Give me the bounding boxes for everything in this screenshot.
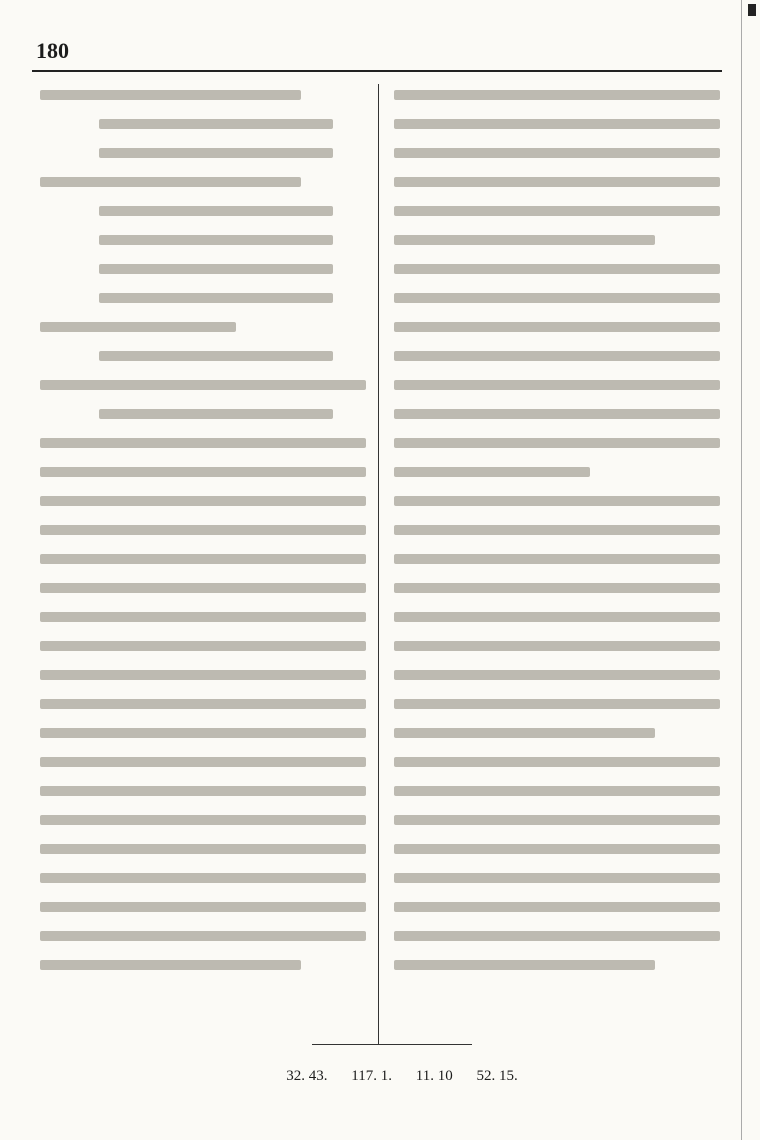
text-line [394,438,720,448]
text-line [99,351,334,361]
text-line [394,728,655,738]
text-line [40,177,301,187]
text-line [394,757,720,767]
text-line [40,786,366,796]
text-line [394,235,655,245]
text-line [394,90,720,100]
text-line [394,786,720,796]
text-line [394,873,720,883]
text-line [40,728,366,738]
text-line [394,293,720,303]
footnotes [102,1062,702,1090]
footnote-rule [312,1044,472,1045]
text-line [394,264,720,274]
text-line [40,496,366,506]
text-line [40,583,366,593]
text-line [394,496,720,506]
text-line [394,177,720,187]
footnote-ref: 32. 43. [286,1068,328,1084]
text-line [394,815,720,825]
text-line [40,554,366,564]
text-line [394,148,720,158]
text-line [40,670,366,680]
text-line [40,438,366,448]
text-line [40,641,366,651]
text-line [40,322,236,332]
text-line [394,525,720,535]
text-line [394,844,720,854]
text-line [40,873,366,883]
text-line [99,206,334,216]
text-line [40,467,366,477]
text-line [394,409,720,419]
footnote-ref: 52. 15. [476,1068,518,1084]
text-line [394,902,720,912]
text-line [394,699,720,709]
text-line [40,380,366,390]
text-line [40,757,366,767]
text-line [40,699,366,709]
right-column [394,90,720,1030]
text-line [40,960,301,970]
text-line [394,206,720,216]
edge-tick [748,4,756,16]
text-line [394,931,720,941]
text-line [40,815,366,825]
text-line [394,380,720,390]
page-edge [741,0,760,1140]
text-line [40,844,366,854]
text-line [394,119,720,129]
text-line [394,583,720,593]
left-column [40,90,366,1030]
page [22,14,728,1124]
text-line [99,293,334,303]
text-line [394,670,720,680]
text-line [40,612,366,622]
text-line [99,264,334,274]
text-line [40,902,366,912]
text-line [394,641,720,651]
text-line [99,235,334,245]
text-line [99,148,334,158]
text-line [394,322,720,332]
text-line [99,409,334,419]
text-line [394,351,720,361]
page-number: 180 [36,38,69,63]
page-header [32,34,722,72]
text-line [394,467,590,477]
text-line [394,612,720,622]
text-line [394,554,720,564]
text-line [40,931,366,941]
text-line [40,90,301,100]
footnote-ref: 117. 1. [351,1068,392,1084]
column-divider [378,84,379,1044]
text-line [394,960,655,970]
text-line [40,525,366,535]
footnote-ref: 11. 10 [415,1068,453,1084]
text-line [99,119,334,129]
